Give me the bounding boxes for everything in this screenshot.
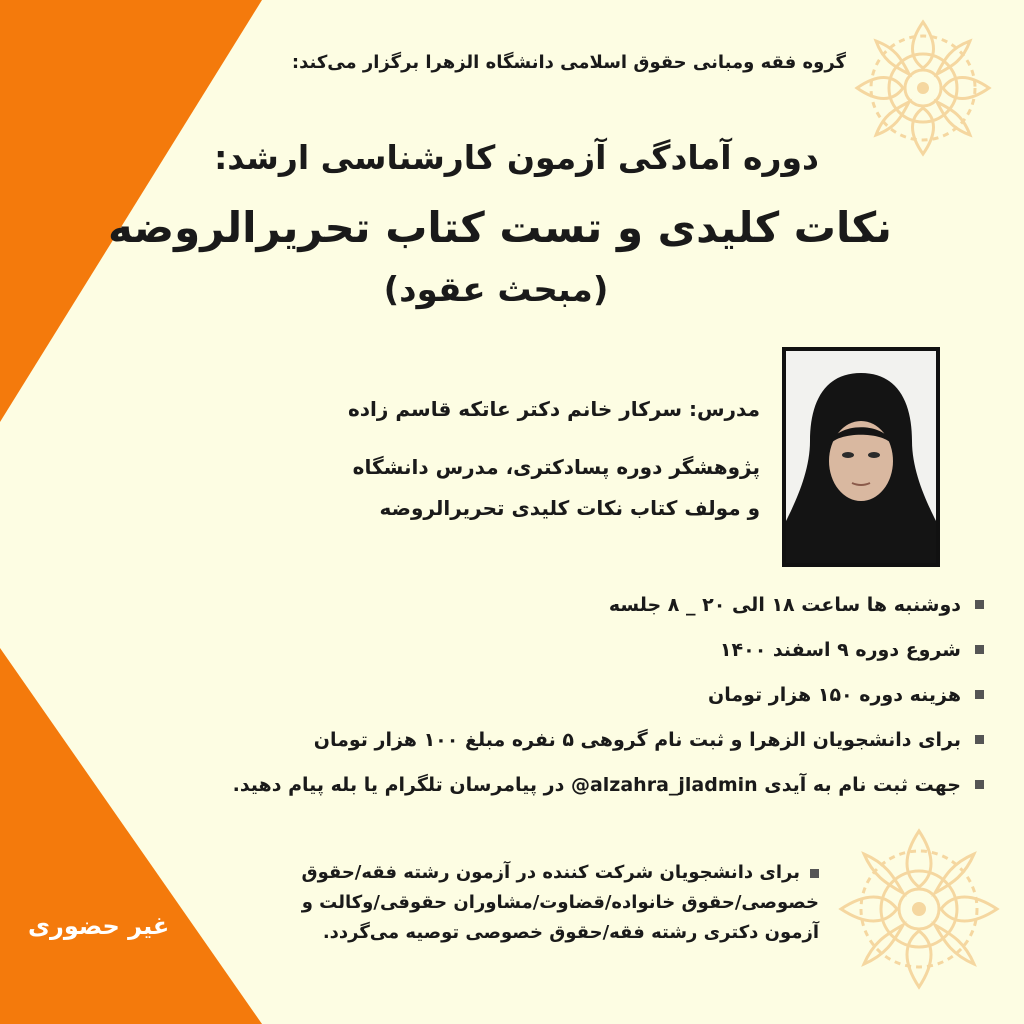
ornament-top-right-icon [848,18,998,158]
detail-fee [44,672,984,717]
bullet-square-icon [975,690,984,699]
detail-schedule [44,582,984,627]
bullet-square-icon [975,600,984,609]
bullet-square-icon [810,869,819,878]
instructor-name: مدرس: سرکار خانم دکتر عاتکه قاسم زاده [347,397,760,421]
detail-text: شروع دوره ۹ اسفند ۱۴۰۰ [719,638,961,661]
detail-text: هزینه دوره ۱۵۰ هزار تومان [708,683,961,706]
organizer-line: گروه فقه ومبانی حقوق اسلامی دانشگاه الزهرا برگزار می‌کند: [291,52,846,73]
detail-start-date [44,627,984,672]
detail-discount [44,717,984,762]
ornament-bottom-right-icon [836,826,1002,992]
course-title-line3: (مبحث عقود) [383,270,609,310]
note-line1 [259,858,819,888]
course-title-line2: نکات کلیدی و تست کتاب تحریرالروضه [108,203,892,252]
detail-text: دوشنبه ها ساعت ۱۸ الی ۲۰ _ ۸ جلسه [608,593,961,616]
portrait-photo-icon [786,351,936,563]
bullet-square-icon [975,780,984,789]
instructor-bio-line2: و مولف کتاب نکات کلیدی تحریرالروضه [379,496,760,520]
format-badge: غیر حضوری [28,912,170,940]
course-details-list [44,582,984,807]
detail-text: برای دانشجویان الزهرا و ثبت نام گروهی ۵ نفره مبلغ ۱۰۰ هزار تومان [313,728,961,751]
bullet-square-icon [975,645,984,654]
detail-text: جهت ثبت نام به آیدی alzahra_jladmin@ در پیامرسان تلگرام یا بله پیام دهید. [232,773,961,796]
detail-registration [44,762,984,807]
recommendation-note [259,858,819,948]
note-line1-text: برای دانشجویان شرکت کننده در آزمون رشته فقه/حقوق [301,862,800,883]
note-line3: آزمون دکتری رشته فقه/حقوق خصوصی توصیه می‌گردد. [322,922,819,943]
note-line2: خصوصی/حقوق خانواده/قضاوت/مشاوران حقوقی/وکالت و [301,892,819,913]
instructor-bio-line1: پژوهشگر دوره پسادکتری، مدرس دانشگاه [352,455,760,479]
instructor-photo [782,347,940,567]
course-title-line1: دوره آمادگی آزمون کارشناسی ارشد: [214,138,819,177]
bullet-square-icon [975,735,984,744]
